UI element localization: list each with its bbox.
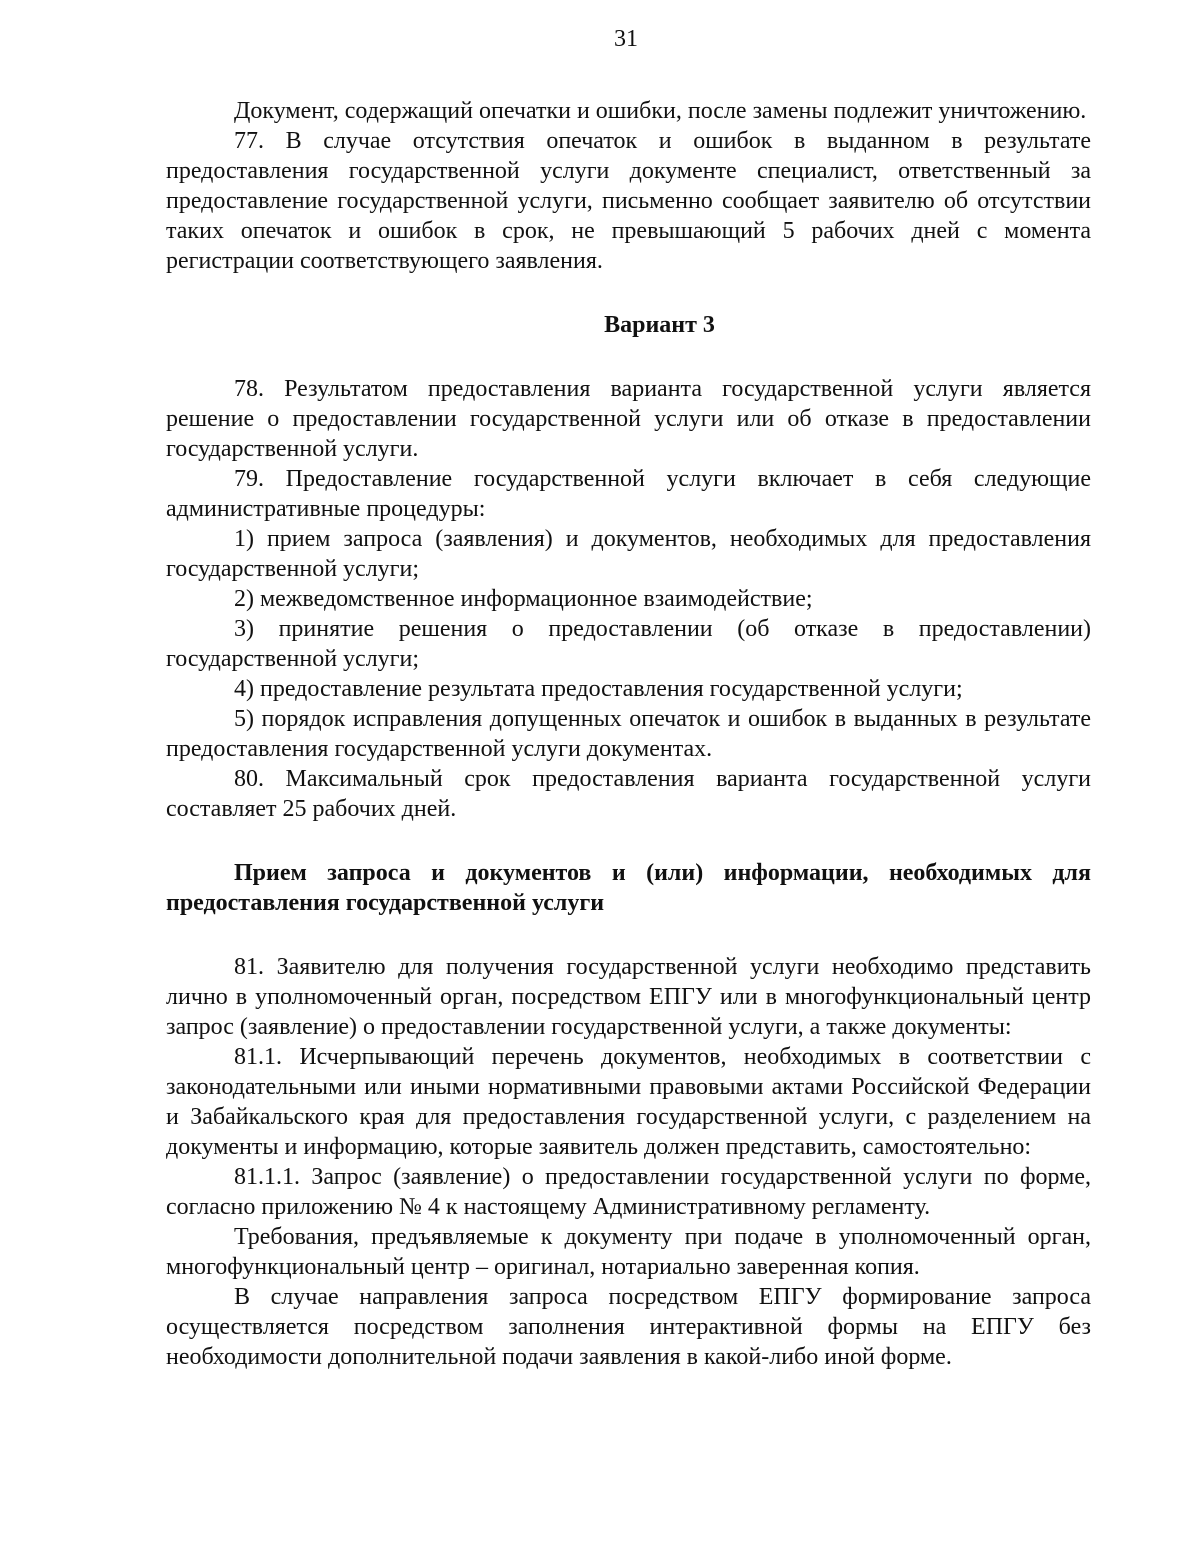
section-heading-request-reception: Прием запроса и документов и (или) информации, необходимых для предоставления государственной услуги [166,860,1091,916]
paragraph-81-1-1: 81.1.1. Запрос (заявление) о предоставлении государственной услуги по форме, согласно приложению № 4 к настоящему Административному регламенту. [166,1164,1091,1220]
list-item-1: 1) прием запроса (заявления) и документов, необходимых для предоставления государственной услуги; [166,526,1091,582]
paragraph-78: 78. Результатом предоставления варианта государственной услуги является решение о предоставлении государственной услуги или об отказе в предоставлении государственной услуги. [166,376,1091,462]
list-item-4: 4) предоставление результата предоставления государственной услуги; [234,676,963,702]
spacer [166,340,1091,374]
document-body [166,96,1091,1372]
page-number: 31 [614,26,638,52]
paragraph-requirements: Требования, предъявляемые к документу при подаче в уполномоченный орган, многофункциональный центр – оригинал, нотариально заверенная копия. [166,1224,1091,1280]
paragraph-77: 77. В случае отсутствия опечаток и ошибок в выданном в результате предоставления государственной услуги документе специалист, ответственный за предоставление государственной услуги, письменно сообщает заявителю об отсутствии таких опечаток и ошибок в срок, не превышающий 5 рабочих дней с момента регистрации соответствующего заявления. [166,128,1091,274]
paragraph-79: 79. Предоставление государственной услуги включает в себя следующие административные процедуры: [166,466,1091,522]
list-item-3: 3) принятие решения о предоставлении (об отказе в предоставлении) государственной услуги; [166,616,1091,672]
spacer [166,276,1091,310]
spacer [166,918,1091,952]
spacer [166,824,1091,858]
paragraph-epgu-request: В случае направления запроса посредством ЕПГУ формирование запроса осуществляется посредством заполнения интерактивной формы на ЕПГУ без необходимости дополнительной подачи заявления в какой-либо иной форме. [166,1284,1091,1370]
list-item-5: 5) порядок исправления допущенных опечаток и ошибок в выданных в результате предоставления государственной услуги документах. [166,706,1091,762]
paragraph-document-destruction: Документ, содержащий опечатки и ошибки, после замены подлежит уничтожению. [234,98,1087,124]
paragraph-81-1: 81.1. Исчерпывающий перечень документов, необходимых в соответствии с законодательными или иными нормативными правовыми актами Российской Федерации и Забайкальского края для предоставления государственной услуги, с разделением на документы и информацию, которые заявитель должен представить, самостоятельно: [166,1044,1091,1160]
list-item-2: 2) межведомственное информационное взаимодействие; [234,586,813,612]
paragraph-80: 80. Максимальный срок предоставления варианта государственной услуги составляет 25 рабочих дней. [166,766,1091,822]
section-heading-variant-3: Вариант 3 [604,312,715,338]
paragraph-81: 81. Заявителю для получения государственной услуги необходимо представить лично в уполномоченный орган, посредством ЕПГУ или в многофункциональный центр запрос (заявление) о предоставлении государственной услуги, а также документы: [166,954,1091,1040]
